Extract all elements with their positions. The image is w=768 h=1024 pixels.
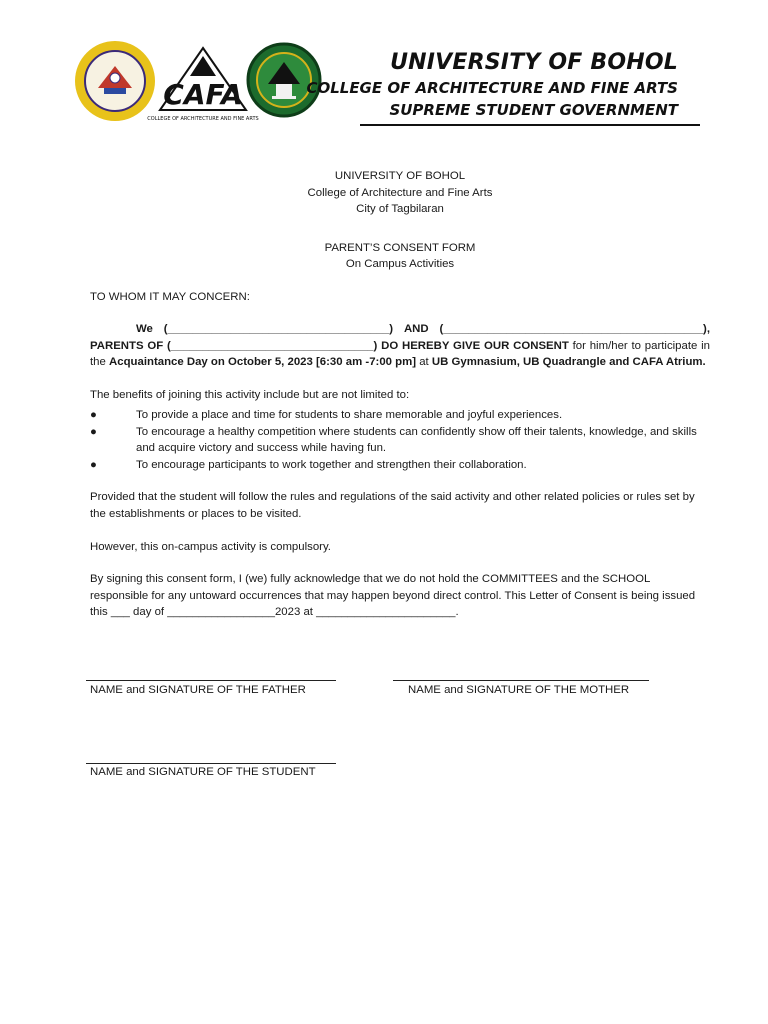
address-block [90,168,710,218]
list-item: ● To encourage participants to work together and strengthen their collaboration. [90,458,527,471]
father-name-blank: (___________________________________) [163,323,394,336]
consent-form-body [90,168,710,621]
consent-for: for him/her to participate in the [90,339,710,369]
provided-paragraph: Provided that the student will follow the rules and regulations of the said activity and other related policies or rules set by the establishments or places to be visited. [90,491,695,520]
student-signature-label: NAME and SIGNATURE OF THE STUDENT [90,766,316,778]
letterhead-government: SUPREME STUDENT GOVERNMENT [389,101,678,119]
cafa-logo [147,46,259,126]
university-of-bohol-seal-logo [74,40,156,122]
consent-we: We [136,323,153,336]
address-college: College of Architecture and Fine Arts [307,186,493,199]
consent-statement [90,321,710,371]
svg-text:COLLEGE OF ARCHITECTURE AND FI: COLLEGE OF ARCHITECTURE AND FINE ARTS [147,116,259,122]
acknowledgement-paragraph: By signing this consent form, I (we) fully acknowledge that we do not hold the COMMITTEES and the SCHOOL responsible for any untoward occurrences that may happen beyond direct control. This Letter of Consent is being issued this ___ day of _________________2023 at ______________________. [90,573,696,619]
address-city: City of Tagbilaran [356,203,444,216]
letterhead [0,0,768,130]
event-name: Acquaintance Day on October 5, 2023 [6:30 am -7:00 pm] [109,356,417,369]
consent-and: AND [403,323,429,336]
benefits-list [90,407,710,473]
form-title-block [90,240,710,273]
compulsory-paragraph: However, this on-campus activity is compulsory. [90,540,331,553]
father-signature-label: NAME and SIGNATURE OF THE FATHER [90,684,306,696]
list-item: ● To provide a place and time for students to share memorable and joyful experiences. [90,409,563,422]
mother-signature-line [393,680,649,681]
mother-signature-label: NAME and SIGNATURE OF THE MOTHER [408,684,630,696]
father-signature-line [86,680,336,681]
letterhead-rule [360,124,700,126]
letterhead-university: UNIVERSITY OF BOHOL [390,50,678,75]
event-venue: UB Gymnasium, UB Quadrangle and CAFA Atrium. [431,356,706,369]
svg-text:CAFA: CAFA [163,78,243,111]
consent-at: at [419,356,429,369]
student-name-blank: PARENTS OF (________________________________) [90,339,378,352]
mother-name-blank: (_________________________________________), [439,323,710,336]
benefits-intro: The benefits of joining this activity include but are not limited to: [90,388,410,401]
form-subtitle: On Campus Activities [345,258,455,271]
form-title: PARENT’S CONSENT FORM [324,241,476,254]
letterhead-titles [306,50,678,119]
list-item: ● To encourage a healthy competition where students can confidently show off their talents, knowledge, and skills and acquire victory and success while having fun. [90,425,697,455]
letterhead-college: COLLEGE OF ARCHITECTURE AND FINE ARTS [306,79,678,97]
benefits-section [90,387,710,474]
consent-give: DO HEREBY GIVE OUR CONSENT [381,339,569,352]
student-signature-line [86,763,336,764]
salutation: TO WHOM IT MAY CONCERN: [90,290,250,303]
address-university: UNIVERSITY OF BOHOL [334,170,466,182]
